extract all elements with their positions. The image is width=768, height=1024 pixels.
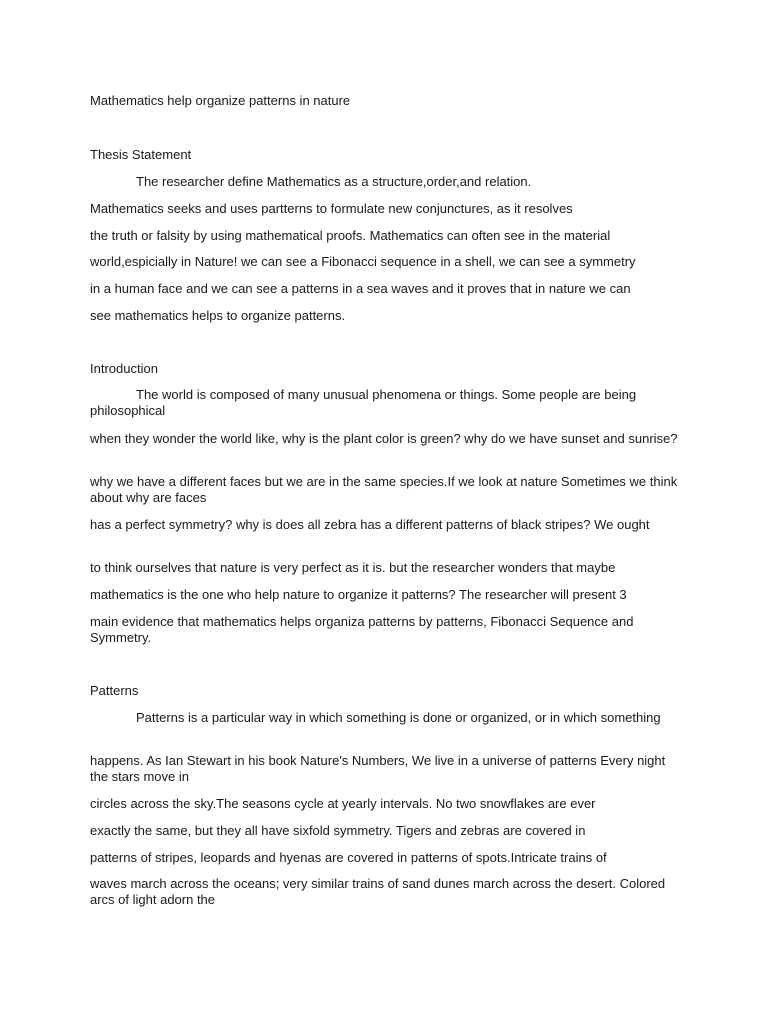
- patterns-line: Patterns is a particular way in which something is done or organized, or in which something: [136, 710, 661, 725]
- introduction-line: mathematics is the one who help nature to organize it patterns? The researcher will present 3: [90, 587, 627, 602]
- thesis-line: the truth or falsity by using mathematical proofs. Mathematics can often see in the material: [90, 228, 611, 243]
- thesis-line: in a human face and we can see a patterns in a sea waves and it proves that in nature we can: [90, 281, 631, 296]
- patterns-line: waves march across the oceans; very similar trains of sand dunes march across the desert. Colored arcs of light adorn the: [90, 876, 666, 907]
- patterns-heading: Patterns: [90, 683, 139, 698]
- thesis-line: The researcher define Mathematics as a structure,order,and relation.: [136, 174, 532, 189]
- introduction-line: to think ourselves that nature is very perfect as it is. but the researcher wonders that maybe: [90, 560, 616, 575]
- introduction-line: when they wonder the world like, why is the plant color is green? why do we have sunset and sunrise?: [90, 431, 678, 446]
- patterns-line: exactly the same, but they all have sixfold symmetry. Tigers and zebras are covered in: [90, 823, 586, 838]
- thesis-line: Mathematics seeks and uses partterns to formulate new conjunctures, as it resolves: [90, 201, 573, 216]
- patterns-line: circles across the sky.The seasons cycle at yearly intervals. No two snowflakes are ever: [90, 796, 596, 811]
- document-title: Mathematics help organize patterns in nature: [90, 93, 351, 108]
- introduction-heading: Introduction: [90, 361, 158, 376]
- patterns-line: patterns of stripes, leopards and hyenas are covered in patterns of spots.Intricate trains of: [90, 850, 607, 865]
- thesis-heading: Thesis Statement: [90, 147, 192, 162]
- thesis-line: world,espicially in Nature! we can see a Fibonacci sequence in a shell, we can see a symmetry: [90, 254, 636, 269]
- introduction-line: why we have a different faces but we are in the same species.If we look at nature Sometimes we think about why are faces: [90, 474, 678, 505]
- introduction-line: main evidence that mathematics helps organiza patterns by patterns, Fibonacci Sequence and Symmetry.: [90, 614, 634, 645]
- patterns-line: happens. As Ian Stewart in his book Nature's Numbers, We live in a universe of patterns Every night the stars move in: [90, 753, 666, 784]
- thesis-line: see mathematics helps to organize patterns.: [90, 308, 346, 323]
- introduction-line: The world is composed of many unusual phenomena or things. Some people are being philosophical: [90, 387, 637, 418]
- introduction-line: has a perfect symmetry? why is does all zebra has a different patterns of black stripes? We ought: [90, 517, 650, 532]
